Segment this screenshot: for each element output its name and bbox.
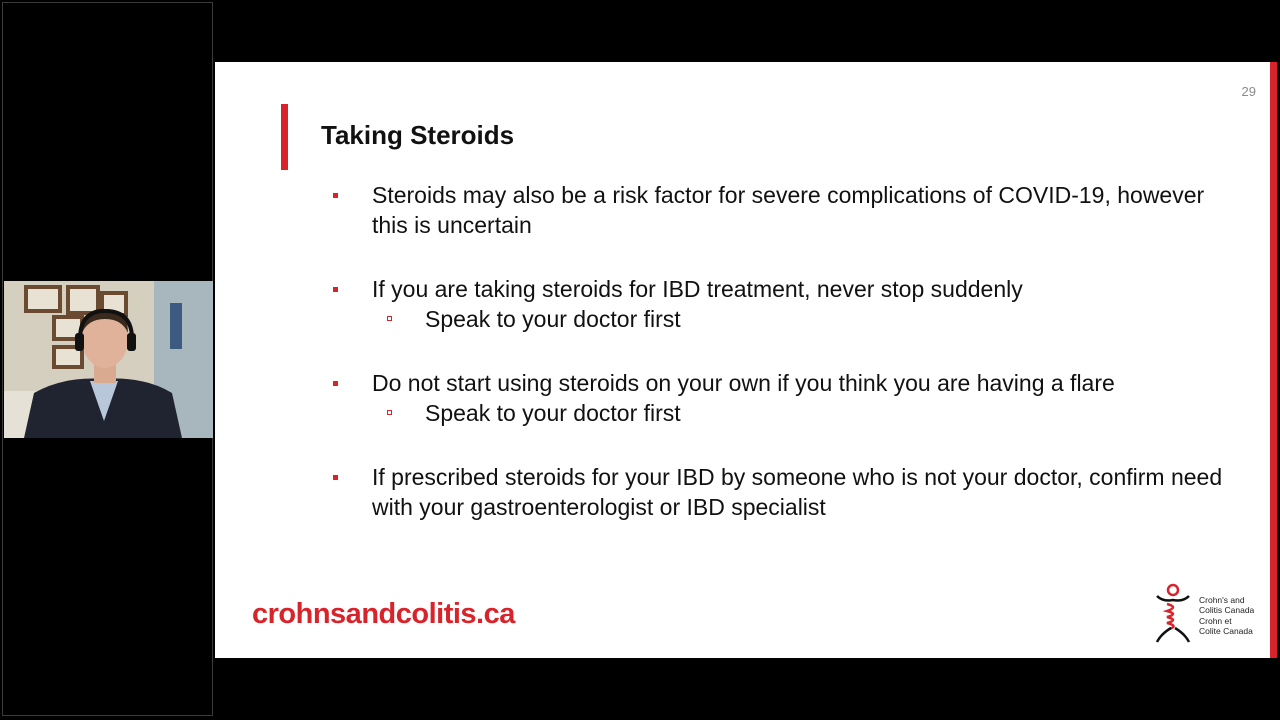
sub-bullet-item	[372, 304, 1233, 334]
sub-bullet-text: Speak to your doctor first	[425, 400, 681, 426]
website-url: crohnsandcolitis.ca	[252, 598, 515, 630]
speaker-webcam-image	[4, 281, 213, 438]
logo-line: Colitis Canada	[1199, 604, 1255, 615]
presentation-slide	[215, 62, 1270, 658]
crohns-colitis-canada-logo	[1153, 582, 1263, 644]
sub-bullet-text: Speak to your doctor first	[425, 306, 681, 332]
slide-title: Taking Steroids	[321, 120, 515, 150]
logo-line: Colite Canada	[1199, 625, 1253, 636]
bullet-text: If you are taking steroids for IBD treatment, never stop suddenly	[372, 276, 1023, 302]
bullet-item	[333, 274, 1233, 334]
bullet-item	[333, 462, 1233, 522]
logo-text	[1199, 596, 1254, 636]
bullet-marker-icon	[333, 193, 338, 198]
sub-bullet-marker-icon	[387, 410, 392, 415]
slide-number: 29	[1241, 84, 1256, 99]
sub-bullet-item	[372, 398, 1233, 428]
logo-figure-icon	[1153, 582, 1193, 644]
bullet-marker-icon	[333, 475, 338, 480]
bullet-list	[333, 180, 1233, 556]
bullet-text: If prescribed steroids for your IBD by someone who is not your doctor, confirm need with your gastroenterologist or IBD specialist	[372, 464, 1223, 520]
bullet-marker-icon	[333, 287, 338, 292]
title-accent-bar	[281, 104, 288, 170]
bullet-item	[333, 180, 1233, 240]
bullet-item	[333, 368, 1233, 428]
slide-edge-accent	[1270, 62, 1277, 658]
bullet-marker-icon	[333, 381, 338, 386]
speaker-webcam-video[interactable]	[4, 281, 213, 438]
bullet-text: Steroids may also be a risk factor for severe complications of COVID-19, however this is uncertain	[372, 182, 1205, 238]
sub-bullet-marker-icon	[387, 316, 392, 321]
bullet-text: Do not start using steroids on your own if you think you are having a flare	[372, 370, 1115, 396]
logo-line: Crohn's and	[1199, 595, 1245, 605]
logo-line: Crohn et	[1199, 616, 1232, 626]
